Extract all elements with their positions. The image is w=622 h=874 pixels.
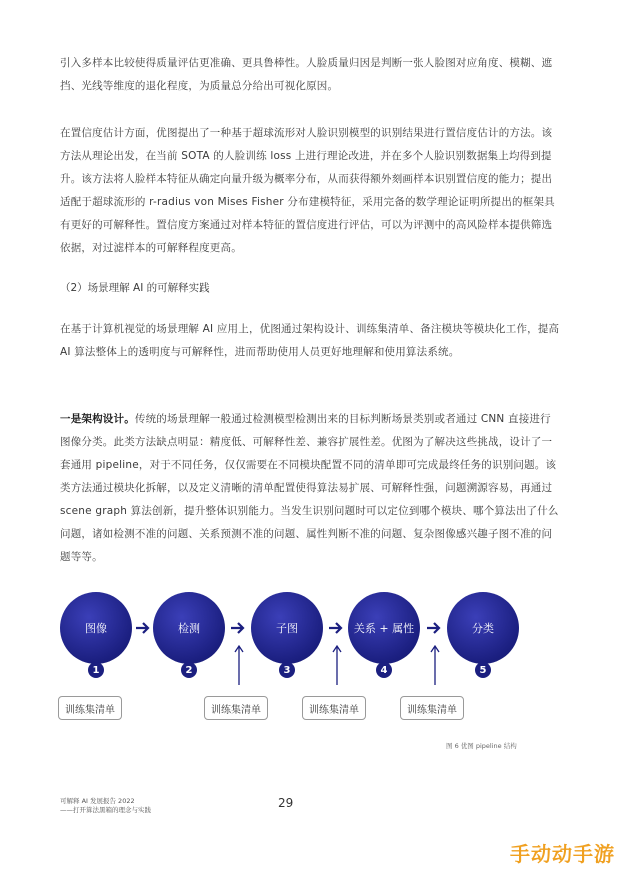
arrow-right-icon — [230, 621, 246, 635]
pipeline-diagram — [50, 588, 570, 738]
footer-line: 可解释 AI 发展报告 2022 — [60, 797, 135, 805]
arrow-right-icon — [328, 621, 344, 635]
training-list-tag: 训练集清单 — [302, 696, 366, 720]
footer-report-title — [60, 797, 151, 815]
step-number: 1 — [88, 662, 104, 678]
step-number: 5 — [475, 662, 491, 678]
page-number: 29 — [278, 796, 294, 810]
section-heading: （2）场景理解 AI 的可解释实践 — [60, 282, 210, 294]
paragraph-text: 在置信度估计方面，优图提出了一种基于超球流形对人脸识别模型的识别结果进行置信度估计的方法。该方法从理论出发，在当前 SOTA 的人脸训练 loss 上进行理论改进，并在多个人脸识别数据集上均得到提升。该方法将人脸样本特征从确定向量升级为概率分布，从而获得额外刻画样本识别置信度的能力；提出适配于超球流形的 r-radius von Mises Fisher 分布建模特征，采用完备的数学理论证明所提出的框架具有更好的可解释性。置信度方案通过对样本特征的置信度进行评估，可以为评测中的高风险样本提供筛选依据，对过滤样本的可解释程度更高。 — [60, 127, 555, 254]
arrow-up-icon — [430, 644, 440, 686]
step-number: 2 — [181, 662, 197, 678]
footer-line: ——打开算法黑箱的理念与实践 — [60, 806, 151, 814]
arrow-right-icon — [426, 621, 442, 635]
watermark-logo: 手动动手游 — [510, 842, 615, 866]
paragraph-text — [60, 408, 560, 569]
step-circle-relation: 关系 + 属性 — [348, 592, 420, 664]
training-list-tag: 训练集清单 — [400, 696, 464, 720]
step-circle-classify: 分类 — [447, 592, 519, 664]
step-number: 3 — [279, 662, 295, 678]
step-circle-detect: 检测 — [153, 592, 225, 664]
paragraph-architecture — [60, 408, 560, 569]
figure-caption: 图 6 优图 pipeline 结构 — [446, 742, 517, 750]
arrow-up-icon — [234, 644, 244, 686]
paragraph-text: 引入多样本比较使得质量评估更准确、更具鲁棒性。人脸质量归因是判断一张人脸图对应角度、模糊、遮挡、光线等维度的退化程度，为质量总分给出可视化原因。 — [60, 57, 553, 92]
paragraph-body: 传统的场景理解一般通过检测模型检测出来的目标判断场景类别或者通过 CNN 直接进行图像分类。此类方法缺点明显：精度低、可解释性差、兼容扩展性差。优图为了解决这些挑战，设计了一套通用 pipeline，对于不同任务，仅仅需要在不同模块配置不同的清单即可完成最终任务的识别问题。该类方法通过模块化拆解，以及定义清晰的清单配置使得算法易扩展、可解释性强，问题溯源容易，再通过 scene graph 算法创新，提升整体识别能力。当发生识别问题时可以定位到哪个模块、哪个算法出了什么问题，诸如检测不准的问题、关系预测不准的问题、属性判断不准的问题、复杂图像感兴趣子图不准的问题等等。 — [60, 413, 559, 563]
paragraph-confidence — [60, 122, 560, 260]
step-circle-image: 图像 — [60, 592, 132, 664]
paragraph-scene-understanding — [60, 318, 560, 364]
arrow-up-icon — [332, 644, 342, 686]
paragraph-text: 在基于计算机视觉的场景理解 AI 应用上，优图通过架构设计、训练集清单、备注模块等模块化工作，提高 AI 算法整体上的透明度与可解释性，进而帮助使用人员更好地理解和使用算法系统。 — [60, 323, 560, 358]
training-list-tag: 训练集清单 — [204, 696, 268, 720]
step-number: 4 — [376, 662, 392, 678]
arrow-right-icon — [135, 621, 151, 635]
paragraph-face-quality — [60, 52, 560, 98]
paragraph-lead: 一是架构设计。 — [60, 413, 135, 425]
training-list-tag: 训练集清单 — [58, 696, 122, 720]
step-circle-subimage: 子图 — [251, 592, 323, 664]
